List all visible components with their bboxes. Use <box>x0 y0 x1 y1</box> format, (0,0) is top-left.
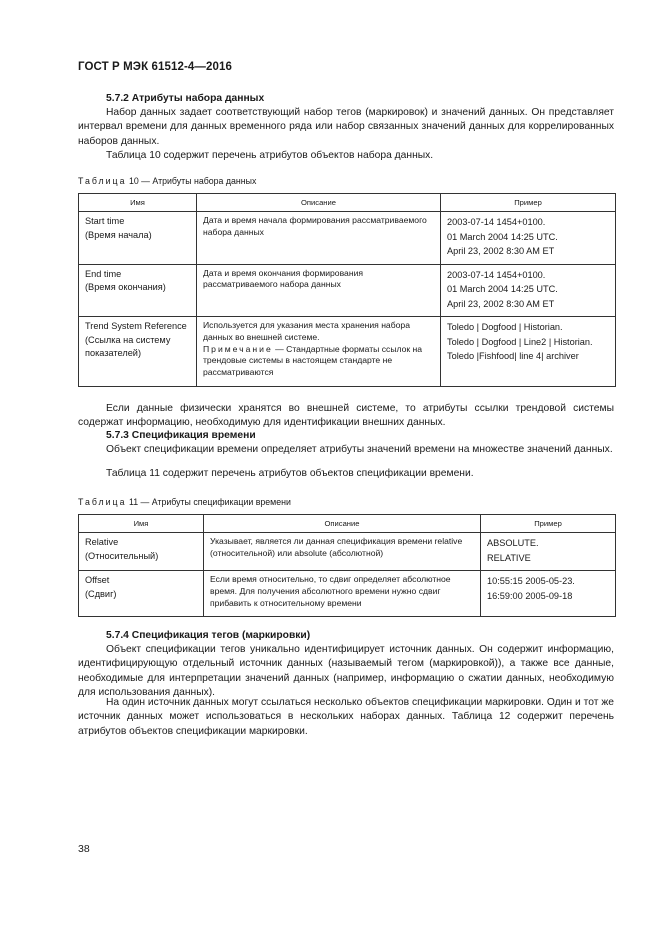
column-header: Имя <box>79 515 204 533</box>
example-line: 2003-07-14 1454+0100. <box>447 217 546 227</box>
attr-name: Start time <box>85 216 125 226</box>
table-row <box>79 533 616 571</box>
example-cell <box>481 533 616 571</box>
note-text: — Стандартные форматы ссылок на трендовые системы в настоящем стандарте не рассматриваются <box>203 343 423 378</box>
heading-text: 5.7.4 Спецификация тегов (маркировки) <box>106 630 311 641</box>
heading-text: 5.7.3 Спецификация времени <box>106 430 256 441</box>
column-header: Пример <box>481 515 616 533</box>
example-line: April 23, 2002 8:30 AM ET <box>447 298 555 309</box>
note-label: Примечание <box>203 343 273 354</box>
paragraph <box>78 643 614 700</box>
column-header: Имя <box>79 194 197 212</box>
table-caption <box>78 176 256 186</box>
section-heading-5-7-4 <box>78 629 614 643</box>
paragraph-text: Таблица 10 содержит перечень атрибутов объектов набора данных. <box>106 150 434 161</box>
example-cell <box>441 264 616 317</box>
example-cell <box>441 317 616 387</box>
paragraph-text: Набор данных задает соответствующий набор тегов (маркировок) и значений данных. Он представляет интервал времени для данных временного ряда или набор связанных значений данных для коррелированных наборов данных. <box>78 107 614 147</box>
paragraph <box>78 696 614 739</box>
description-cell: Дата и время окончания формирования рассматриваемого набора данных <box>197 264 441 317</box>
paragraph-text: Объект спецификации времени определяет атрибуты значений времени на множестве значений данных. <box>106 444 613 455</box>
example-cell <box>441 212 616 265</box>
document-header: ГОСТ Р МЭК 61512-4—2016 <box>78 61 232 73</box>
caption-text: 10 — Атрибуты набора данных <box>128 176 257 186</box>
paragraph-text: На один источник данных могут ссылаться несколько объектов спецификации маркировки. Один и тот же источник данных может использоваться в нескольких наборах данных. Таблица 12 содержит перечень атрибутов объектов спецификации маркировки. <box>78 697 614 737</box>
column-header: Описание <box>197 194 441 212</box>
example-line: April 23, 2002 8:30 AM ET <box>447 246 555 256</box>
section-heading-5-7-2 <box>78 92 614 106</box>
example-line: 01 March 2004 14:25 UTC. <box>447 284 558 294</box>
description-cell: Дата и время начала формирования рассматриваемого набора данных <box>197 212 441 265</box>
description-cell <box>197 317 441 387</box>
heading-text: 5.7.2 Атрибуты набора данных <box>106 93 265 104</box>
example-line: Toledo | Dogfood | Historian. <box>447 322 563 332</box>
caption-text: 11 — Атрибуты спецификации времени <box>128 497 291 507</box>
table-row <box>79 212 616 265</box>
caption-prefix: Таблица <box>78 497 127 507</box>
attr-name: Offset <box>85 575 110 585</box>
attr-name-ru: (Время окончания) <box>85 282 166 292</box>
attr-name-ru: (Относительный) <box>85 550 159 561</box>
paragraph-text: Таблица 11 содержит перечень атрибутов объектов спецификации времени. <box>106 468 474 479</box>
table-row <box>79 264 616 317</box>
name-cell <box>79 317 197 387</box>
name-cell <box>79 533 204 571</box>
table-caption <box>78 497 291 507</box>
section-heading-5-7-3 <box>78 429 614 443</box>
table-header-row <box>79 515 616 533</box>
paragraph <box>78 467 614 481</box>
example-line: RELATIVE <box>487 552 531 563</box>
table-row <box>79 571 616 617</box>
attr-name-ru: (Сдвиг) <box>85 588 117 599</box>
name-cell <box>79 571 204 617</box>
table-10 <box>78 193 616 387</box>
paragraph-text: Объект спецификации тегов уникально идентифицирует источник данных. Он содержит информацию, идентифицирующую отдельный источник данных (называемый тегом (маркировкой)), а также все данные, необходимые для интерпретации значений данных (например, информацию о сжатии данных, необходимую для использования данных). <box>78 644 614 698</box>
example-line: 16:59:00 2005-09-18 <box>487 590 573 601</box>
page-number: 38 <box>78 843 90 855</box>
table-note <box>203 344 435 379</box>
description-cell: Указывает, является ли данная спецификация времени relative (относительной) или absolute (абсолютной) <box>204 533 481 571</box>
table-11 <box>78 514 616 617</box>
paragraph <box>78 149 614 163</box>
example-cell <box>481 571 616 617</box>
paragraph-text: Если данные физически хранятся во внешней системе, то атрибуты ссылки трендовой системы содержат информацию, необходимую для идентификации внешних данных. <box>78 403 614 429</box>
attr-name: Relative <box>85 537 119 547</box>
table-header-row <box>79 194 616 212</box>
description-cell: Если время относительно, то сдвиг определяет абсолютное время. Для получения абсолютного времени нужно сдвиг прибавить к относительному времени <box>204 571 481 617</box>
name-cell <box>79 264 197 317</box>
column-header: Описание <box>204 515 481 533</box>
attr-name-ru: (Время начала) <box>85 229 152 240</box>
example-line: ABSOLUTE. <box>487 538 539 548</box>
example-line: 01 March 2004 14:25 UTC. <box>447 231 558 242</box>
attr-name: End time <box>85 268 122 279</box>
example-line: Toledo |Fishfood| line 4| archiver <box>447 351 579 361</box>
example-line: 2003-07-14 1454+0100. <box>447 269 546 280</box>
paragraph <box>78 402 614 431</box>
caption-prefix: Таблица <box>78 176 127 186</box>
name-cell <box>79 212 197 265</box>
description-text: Используется для указания места хранения набора данных во внешней системе. <box>203 320 410 342</box>
paragraph <box>78 106 614 149</box>
example-line: Toledo | Dogfood | Line2 | Historian. <box>447 336 593 347</box>
table-row <box>79 317 616 387</box>
example-line: 10:55:15 2005-05-23. <box>487 576 575 586</box>
attr-name: Trend System Reference (Ссылка на систему показателей) <box>85 321 187 358</box>
paragraph <box>78 443 614 457</box>
column-header: Пример <box>441 194 616 212</box>
